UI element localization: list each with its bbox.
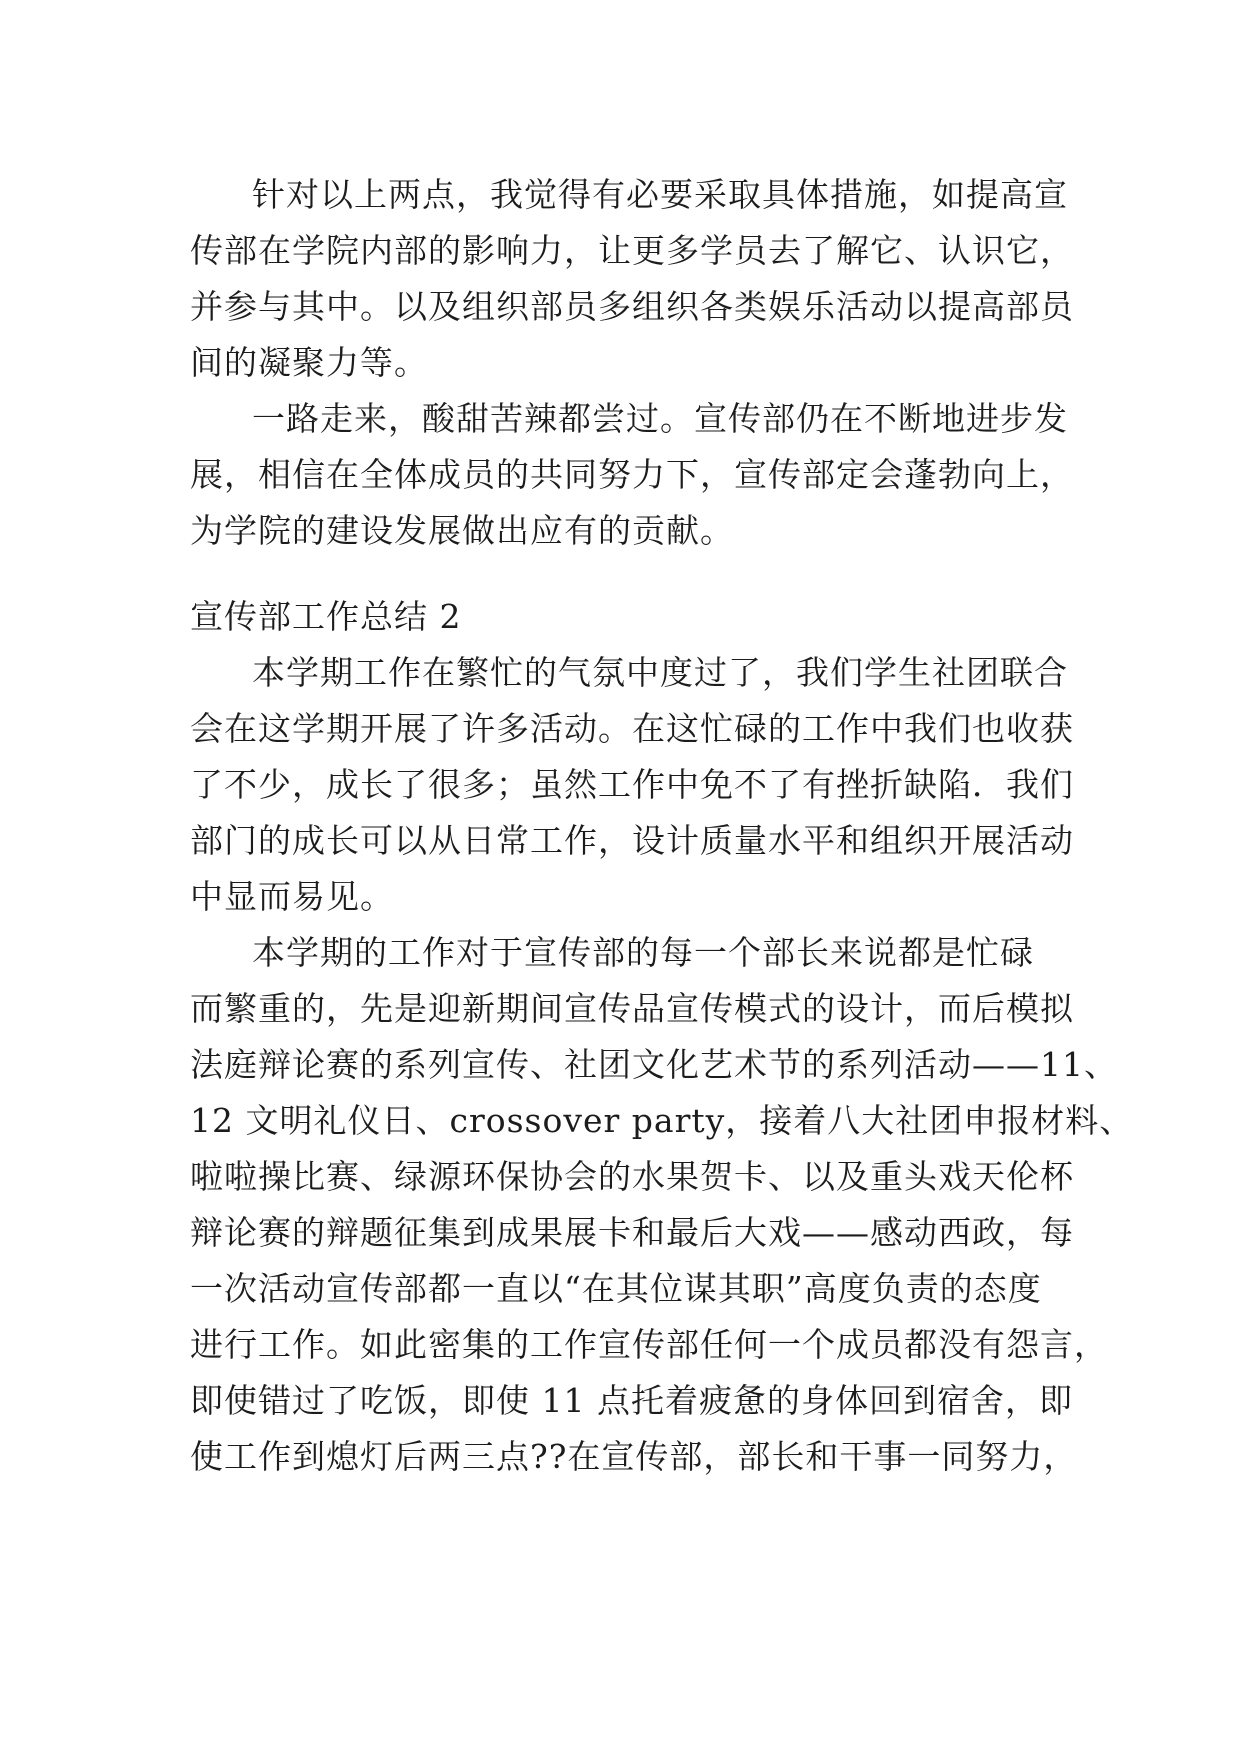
paragraph-line: 中显而易见。 <box>190 877 394 916</box>
paragraph-line: 进行工作。如此密集的工作宣传部任何一个成员都没有怨言， <box>190 1325 1108 1364</box>
section-heading: 宣传部工作总结 2 <box>190 597 462 636</box>
paragraph-line: 即使错过了吃饭，即使 11 点托着疲惫的身体回到宿舍，即 <box>190 1381 1073 1420</box>
paragraph-line: 会在这学期开展了许多活动。在这忙碌的工作中我们也收获 <box>190 709 1074 748</box>
paragraph-line: 使工作到熄灯后两三点??在宣传部，部长和干事一同努力， <box>190 1437 1078 1476</box>
paragraph-line: 为学院的建设发展做出应有的贡献。 <box>190 511 734 550</box>
paragraph-line: 展，相信在全体成员的共同努力下，宣传部定会蓬勃向上， <box>190 455 1074 494</box>
paragraph-line: 一次活动宣传部都一直以“在其位谋其职”高度负责的态度 <box>190 1269 1042 1308</box>
paragraph-line: 法庭辩论赛的系列宣传、社团文化艺术节的系列活动——11、 <box>190 1045 1118 1084</box>
paragraph-line: 本学期的工作对于宣传部的每一个部长来说都是忙碌 <box>252 933 1034 972</box>
paragraph-line: 了不少，成长了很多；虽然工作中免不了有挫折缺陷．我们 <box>190 765 1074 804</box>
paragraph-line: 啦啦操比赛、绿源环保协会的水果贺卡、以及重头戏天伦杯 <box>190 1157 1074 1196</box>
paragraph-line: 部门的成长可以从日常工作，设计质量水平和组织开展活动 <box>190 821 1074 860</box>
paragraph-line: 并参与其中。以及组织部员多组织各类娱乐活动以提高部员 <box>190 287 1074 326</box>
paragraph-line: 针对以上两点，我觉得有必要采取具体措施，如提高宣 <box>252 175 1068 214</box>
paragraph-line: 间的凝聚力等。 <box>190 343 428 382</box>
paragraph-line: 一路走来，酸甜苦辣都尝过。宣传部仍在不断地进步发 <box>252 399 1068 438</box>
paragraph-line: 12 文明礼仪日、crossover party，接着八大社团申报材料、 <box>190 1101 1134 1140</box>
paragraph-line: 本学期工作在繁忙的气氛中度过了，我们学生社团联合 <box>252 653 1068 692</box>
paragraph-line: 传部在学院内部的影响力，让更多学员去了解它、认识它， <box>190 231 1074 270</box>
paragraph-line: 辩论赛的辩题征集到成果展卡和最后大戏——感动西政，每 <box>190 1213 1074 1252</box>
paragraph-line: 而繁重的，先是迎新期间宣传品宣传模式的设计，而后模拟 <box>190 989 1074 1028</box>
